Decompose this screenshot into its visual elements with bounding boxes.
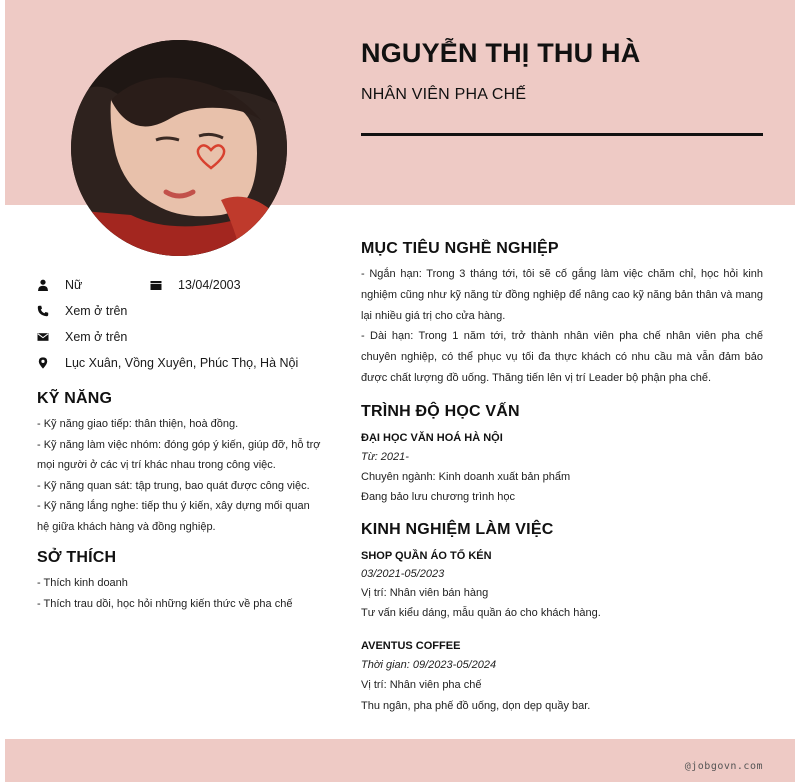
education-period: Từ: 2021-	[361, 450, 409, 463]
list-item: - Thích kinh doanh	[37, 577, 128, 589]
company-name: AVENTUS COFFEE	[361, 639, 461, 652]
education-heading: TRÌNH ĐỘ HỌC VẤN	[361, 402, 520, 420]
portrait-image	[71, 40, 287, 256]
job-period: Thời gian: 09/2023-05/2024	[361, 658, 497, 671]
hobbies-list	[37, 573, 327, 614]
gender-birthdate-row	[37, 272, 327, 298]
skills-heading: KỸ NĂNG	[37, 390, 113, 407]
job-position: Vị trí: Nhân viên pha chế	[361, 678, 482, 691]
job-period: 03/2021-05/2023	[361, 567, 445, 580]
list-item: - Kỹ năng quan sát: tập trung, bao quát được công việc.	[37, 479, 310, 492]
education-major: Chuyên ngành: Kinh doanh xuất bản phẩm	[361, 470, 571, 483]
profile-photo	[71, 40, 287, 256]
company-name: SHOP QUẦN ÁO TỐ KÉN	[361, 549, 492, 562]
mail-icon	[37, 331, 49, 343]
experience-item	[361, 637, 763, 717]
right-column	[361, 240, 763, 717]
list-item: - Thích trau dồi, học hỏi những kiến thức về pha chế	[37, 597, 293, 610]
watermark-text: @jobgovn.com	[684, 761, 763, 772]
list-item: - Kỹ năng lắng nghe: tiếp thu ý kiến, xây dựng mối quan	[37, 500, 310, 512]
school-name: ĐẠI HỌC VĂN HOÁ HÀ NỘI	[361, 431, 503, 444]
list-item: hệ giữa khách hàng và đồng nghiệp.	[37, 520, 216, 533]
cv-page	[5, 0, 795, 782]
objective-short-term: - Ngắn hạn: Trong 3 tháng tới, tôi sẽ cố gắng làm việc chăm chỉ, học hỏi kinh nghiệm cũng như kỹ năng từ đồng nghiệp để nâng cao kỹ năng bản thân và mang lại nhiều giá trị cho cửa hàng.	[361, 268, 763, 322]
location-pin-icon	[37, 357, 49, 369]
address-value: Lục Xuân, Vồng Xuyên, Phúc Thọ, Hà Nội	[65, 356, 299, 370]
calendar-icon	[150, 279, 162, 291]
candidate-name: NGUYỄN THỊ THU HÀ	[361, 38, 641, 68]
left-column	[37, 272, 327, 614]
person-icon	[37, 279, 49, 291]
job-description: Tư vấn kiểu dáng, mẫu quần áo cho khách hàng.	[361, 606, 601, 619]
objective-long-term: - Dài hạn: Trong 1 năm tới, trở thành nhân viên pha chế nhân viên pha chế chuyên nghiệp, có thể phục vụ tối đa thực khách có nhu cầu mà vẫn đảm bảo được chất lượng đồ uống. Thăng tiến lên vị trí Leader bộ phận pha chế.	[361, 330, 763, 384]
phone-icon	[37, 305, 49, 317]
phone-row	[37, 298, 327, 324]
address-row	[37, 350, 327, 376]
footer-band	[5, 739, 795, 782]
experience-heading: KINH NGHIỆM LÀM VIỆC	[361, 520, 554, 538]
list-item: - Kỹ năng làm việc nhóm: đóng góp ý kiến, giúp đỡ, hỗ trợ	[37, 438, 321, 451]
job-description: Thu ngân, pha phế đồ uống, dọn dẹp quầy bar.	[361, 699, 591, 712]
gender-value: Nữ	[65, 278, 83, 292]
education-status: Đang bảo lưu chương trình học	[361, 490, 516, 503]
candidate-job-title: NHÂN VIÊN PHA CHẾ	[361, 86, 527, 103]
job-position: Vị trí: Nhân viên bán hàng	[361, 586, 489, 599]
objective-heading: MỤC TIÊU NGHỀ NGHIỆP	[361, 240, 559, 257]
title-divider	[361, 133, 763, 136]
email-row	[37, 324, 327, 350]
experience-item	[361, 547, 763, 623]
email-value: Xem ở trên	[65, 330, 128, 344]
list-item: mọi người ở các vị trí khác nhau trong công việc.	[37, 459, 276, 471]
list-item: - Kỹ năng giao tiếp: thân thiện, hoà đồng.	[37, 418, 239, 430]
birthdate-value: 13/04/2003	[178, 278, 241, 292]
hobbies-heading: SỞ THÍCH	[37, 549, 117, 566]
phone-value: Xem ở trên	[65, 304, 128, 318]
skills-list	[37, 414, 327, 537]
